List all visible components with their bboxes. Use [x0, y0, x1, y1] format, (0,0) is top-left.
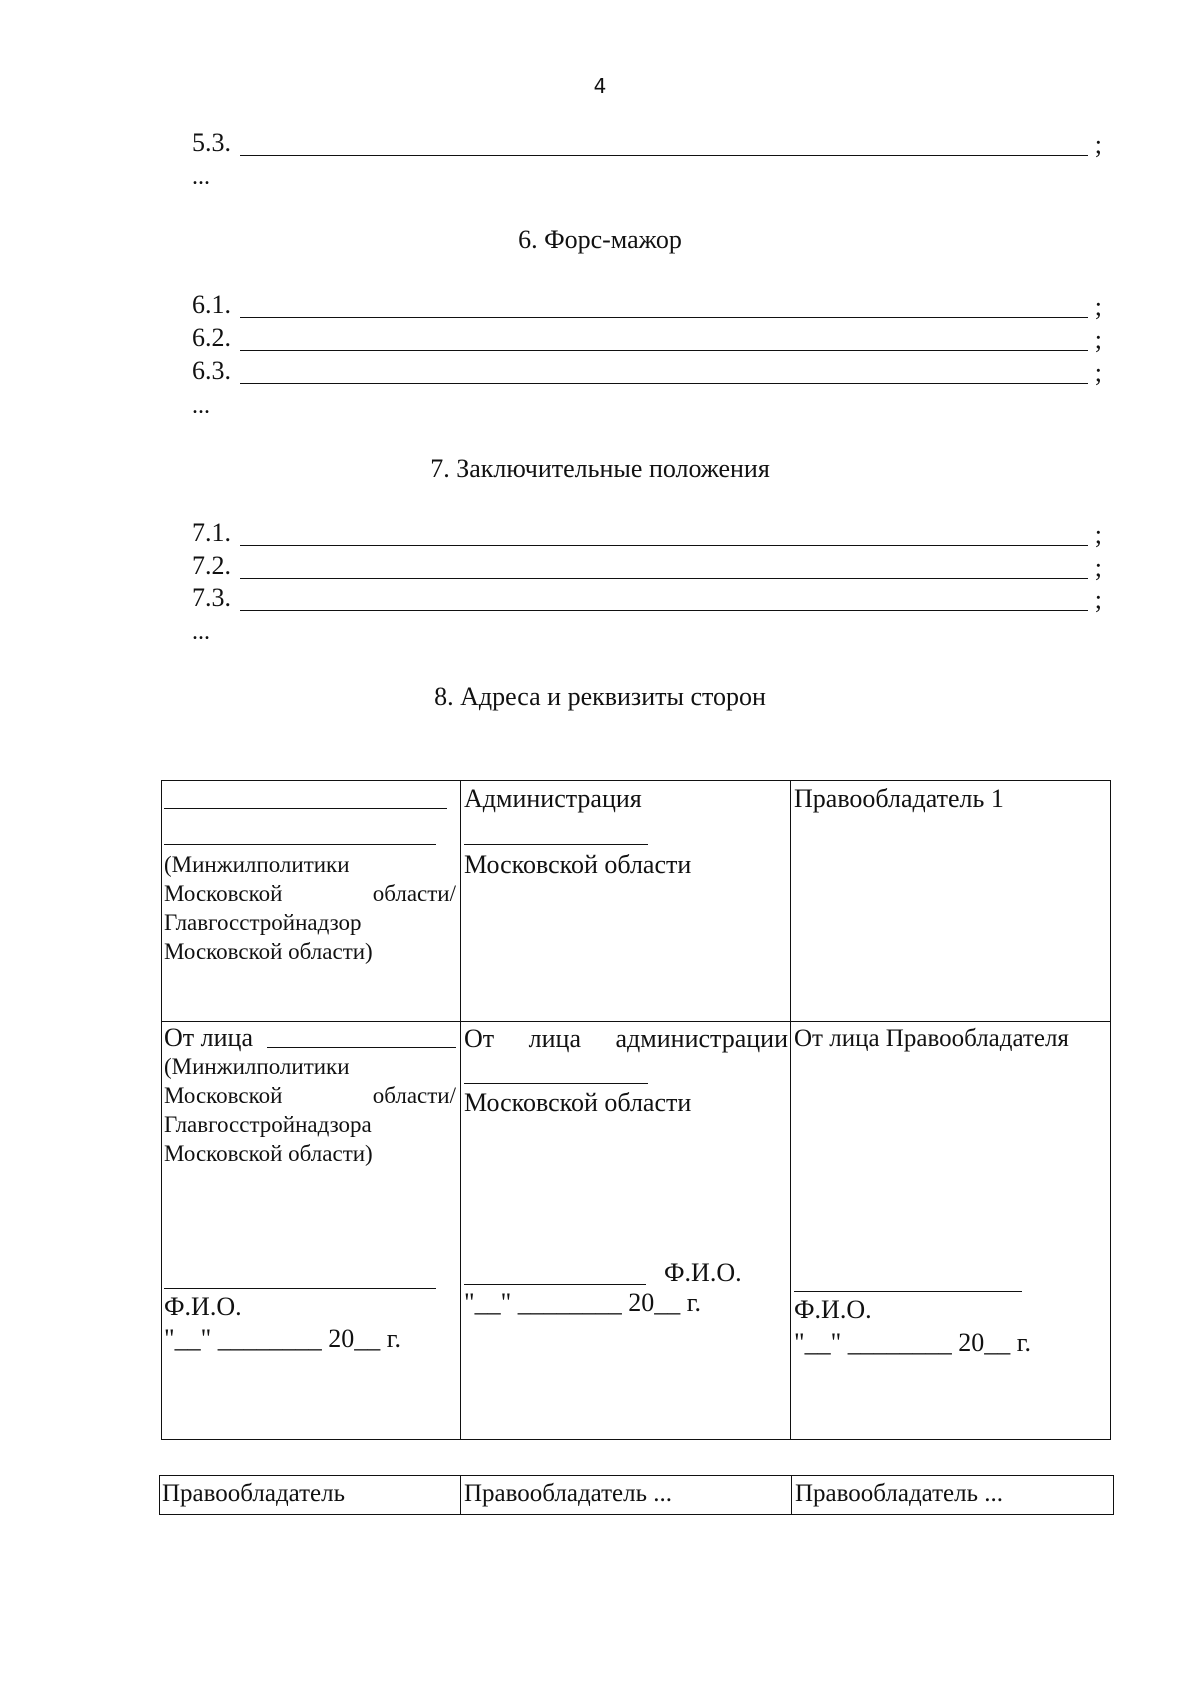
clause-terminator: ;	[1094, 358, 1102, 387]
table-divider	[460, 781, 461, 1439]
rightholder-cell: Правообладатель	[162, 1480, 346, 1507]
administration-label: Администрация	[464, 784, 642, 813]
ellipsis-6: ...	[192, 393, 210, 419]
fill-line	[240, 578, 1088, 579]
ministry-word: области/	[372, 881, 456, 906]
section-7-title: 7. Заключительные положения	[430, 454, 770, 483]
fill-line	[240, 545, 1088, 546]
clause-number: 7.3.	[192, 583, 231, 612]
clause-terminator: ;	[1094, 553, 1102, 582]
signatory-word: От	[464, 1024, 495, 1053]
clause-7-1	[192, 517, 1102, 549]
clause-terminator: ;	[1094, 520, 1102, 549]
clause-6-2	[192, 322, 1102, 354]
fio-label: Ф.И.О.	[164, 1292, 242, 1321]
blank-line	[267, 1047, 456, 1048]
clause-7-2	[192, 550, 1102, 582]
rightholder-signatory-line: От лица Правообладателя	[794, 1025, 1069, 1052]
clause-terminator: ;	[1094, 130, 1102, 159]
signature-line	[464, 1284, 646, 1285]
parties-table	[161, 780, 1111, 1440]
signature-line	[794, 1291, 1022, 1292]
signatory-word: администрации	[615, 1024, 788, 1053]
blank-line	[164, 844, 436, 845]
signatory-line: Московской области)	[164, 1141, 373, 1166]
table-divider	[791, 1476, 792, 1514]
ministry-word: Московской	[164, 881, 283, 906]
ministry-line: (Минжилполитики	[164, 852, 350, 877]
signatory-word: Московской	[164, 1083, 283, 1108]
administration-signatory-line	[464, 1023, 788, 1055]
page-number: 4	[593, 74, 607, 98]
ministry-signatory-block	[164, 1023, 456, 1168]
section-6-title: 6. Форс-мажор	[518, 225, 682, 254]
blank-line	[464, 844, 648, 845]
signatory-word: области/	[372, 1083, 456, 1108]
signatory-line: (Минжилполитики	[164, 1054, 350, 1079]
clause-number: 5.3.	[192, 128, 231, 157]
signatory-line	[164, 1023, 456, 1052]
signatory-prefix: От лица	[164, 1023, 253, 1052]
fill-line	[240, 155, 1088, 156]
fill-line	[240, 383, 1088, 384]
fio-label: Ф.И.О.	[794, 1295, 872, 1324]
rightholder-cell: Правообладатель ...	[795, 1480, 1004, 1507]
table-divider	[460, 1476, 461, 1514]
clause-number: 6.3.	[192, 356, 231, 385]
signatory-line	[164, 1081, 456, 1110]
date-line: "__" ________ 20__ г.	[464, 1288, 701, 1317]
fill-line	[240, 610, 1088, 611]
clause-terminator: ;	[1094, 325, 1102, 354]
clause-5-3	[192, 127, 1102, 159]
clause-7-3	[192, 582, 1102, 614]
ellipsis-5: ...	[192, 164, 210, 190]
date-line: "__" ________ 20__ г.	[794, 1328, 1031, 1357]
clause-6-3	[192, 355, 1102, 387]
blank-line	[464, 1083, 648, 1084]
administration-region: Московской области	[464, 850, 692, 879]
clause-number: 7.2.	[192, 551, 231, 580]
clause-terminator: ;	[1094, 585, 1102, 614]
fill-line	[240, 350, 1088, 351]
signature-line	[164, 1288, 436, 1289]
date-line: "__" ________ 20__ г.	[164, 1324, 401, 1353]
rightholders-table	[159, 1475, 1114, 1515]
clause-number: 6.1.	[192, 290, 231, 319]
clause-number: 6.2.	[192, 323, 231, 352]
ellipsis-7: ...	[192, 619, 210, 645]
rightholder-1-label: Правообладатель 1	[794, 784, 1004, 813]
blank-line	[164, 808, 447, 809]
signatory-line: Главгосстройнадзора	[164, 1112, 372, 1137]
clause-6-1	[192, 289, 1102, 321]
rightholder-cell: Правообладатель ...	[464, 1480, 673, 1507]
ministry-line	[164, 879, 456, 908]
table-divider	[162, 1021, 1110, 1022]
ministry-line: Московской области)	[164, 939, 373, 964]
fill-line	[240, 317, 1088, 318]
fio-label: Ф.И.О.	[664, 1258, 742, 1287]
ministry-block	[164, 850, 456, 966]
signatory-word: лица	[528, 1024, 581, 1053]
ministry-line: Главгосстройнадзор	[164, 910, 362, 935]
clause-number: 7.1.	[192, 518, 231, 547]
section-8-title: 8. Адреса и реквизиты сторон	[434, 682, 766, 711]
administration-region: Московской области	[464, 1088, 692, 1117]
clause-terminator: ;	[1094, 292, 1102, 321]
table-divider	[790, 781, 791, 1439]
